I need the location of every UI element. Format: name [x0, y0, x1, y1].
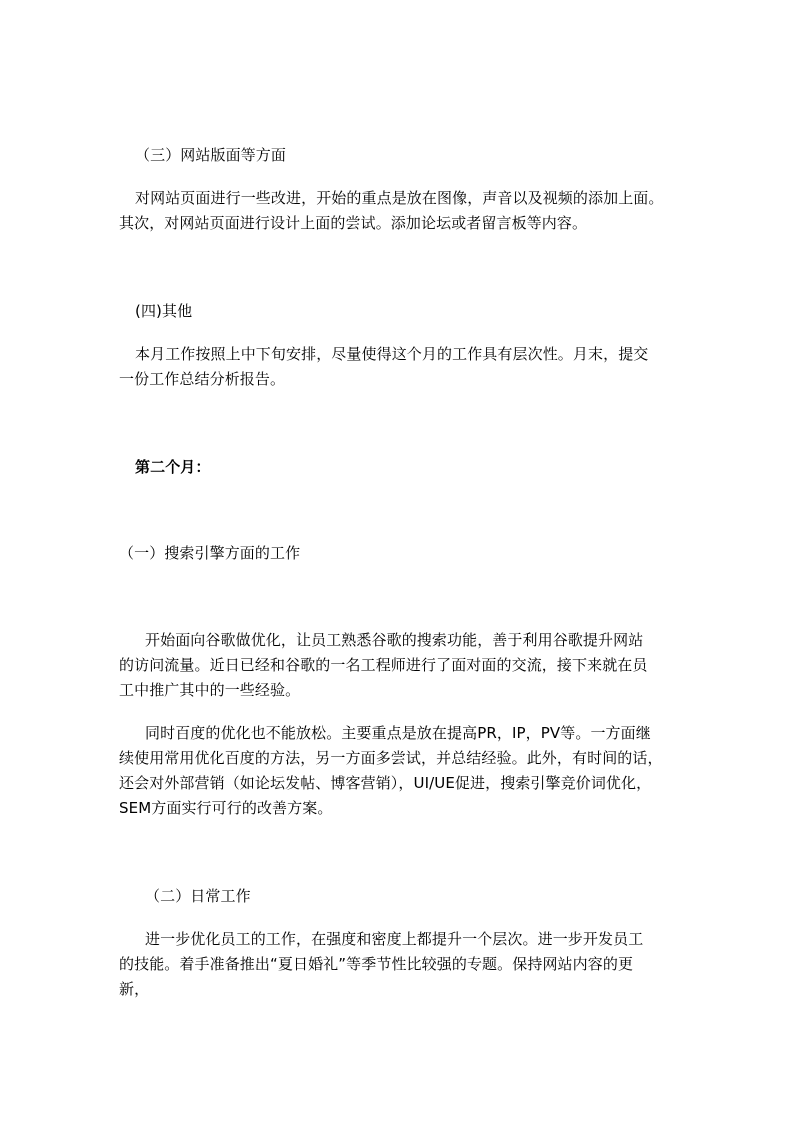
paragraph-line: 本月工作按照上中下旬安排，尽量使得这个月的工作具有层次性。月末，提交 — [135, 345, 649, 363]
paragraph-line: 同时百度的优化也不能放松。主要重点是放在提高PR，IP，PV等。一方面继 — [145, 724, 651, 742]
section-heading-daily-work: （二）日常工作 — [145, 887, 251, 905]
paragraph-line: 其次，对网站页面进行设计上面的尝试。添加论坛或者留言板等内容。 — [119, 214, 588, 232]
paragraph-line: 还会对外部营销（如论坛发帖、博客营销），UI/UE促进，搜索引擎竞价词优化， — [119, 774, 652, 792]
paragraph-line: 新， — [119, 980, 150, 998]
section-heading-search-engine: （一）搜索引擎方面的工作 — [119, 544, 301, 562]
paragraph-line: 一份工作总结分析报告。 — [119, 370, 286, 388]
paragraph-line: 进一步优化员工的工作，在强度和密度上都提升一个层次。进一步开发员工 — [145, 930, 644, 948]
paragraph-line: 续使用常用优化百度的方法，另一方面多尝试，并总结经验。此外，有时间的话， — [119, 749, 663, 767]
paragraph-line: 对网站页面进行一些改进，开始的重点是放在图像，声音以及视频的添加上面。 — [135, 189, 664, 207]
section-heading-website-layout: （三）网站版面等方面 — [135, 146, 287, 164]
paragraph-line: SEM方面实行可行的改善方案。 — [119, 799, 333, 817]
section-heading-other: (四)其他 — [135, 302, 193, 320]
paragraph-line: 开始面向谷歌做优化，让员工熟悉谷歌的搜索功能，善于利用谷歌提升网站 — [145, 631, 644, 649]
paragraph-line: 的访问流量。近日已经和谷歌的一名工程师进行了面对面的交流，接下来就在员 — [119, 656, 648, 674]
paragraph-line: 的技能。着手准备推出“夏日婚礼”等季节性比较强的专题。保持网站内容的更 — [119, 955, 634, 973]
paragraph-line: 工中推广其中的一些经验。 — [119, 681, 301, 699]
month-two-title: 第二个月： — [135, 458, 211, 476]
